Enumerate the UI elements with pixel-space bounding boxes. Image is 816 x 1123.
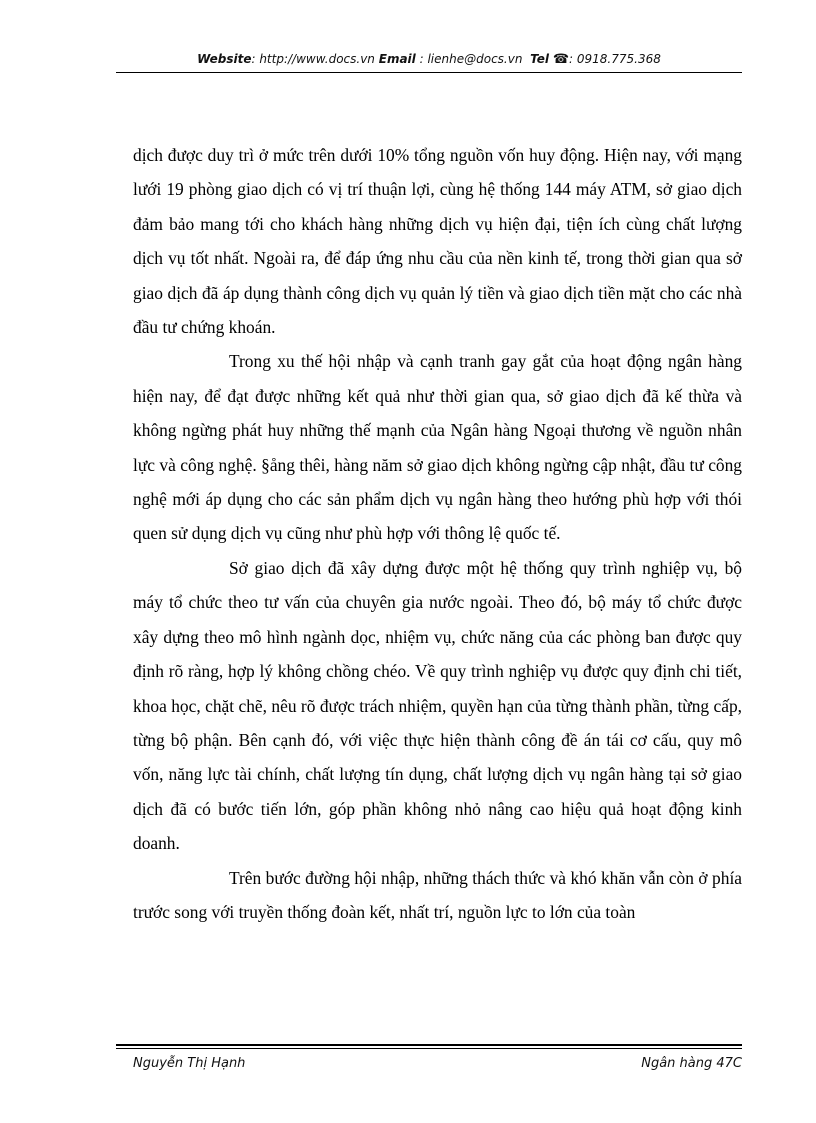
footer-divider-thick	[116, 1044, 742, 1046]
paragraph-4: Trên bước đường hội nhập, những thách thức và khó khăn vẫn còn ở phía trước song với truyền thống đoàn kết, nhất trí, nguồn lực to lớn của toàn	[133, 867, 742, 922]
tel-label: Tel	[530, 52, 549, 66]
page-footer	[133, 1052, 742, 1076]
email-address[interactable]: : lienhe@docs.vn	[419, 52, 523, 66]
document-body	[133, 138, 742, 929]
tel-number: : 0918.775.368	[569, 52, 661, 66]
paragraph-1: dịch được duy trì ở mức trên dưới 10% tổng nguồn vốn huy động. Hiện nay, với mạng lưới 19 phòng giao dịch có vị trí thuận lợi, cùng hệ thống 144 máy ATM, sở giao dịch đảm bảo mang tới cho khách hàng những dịch vụ hiện đại, tiện ích cùng chất lượng dịch vụ tốt nhất. Ngoài ra, để đáp ứng nhu cầu của nền kinh tế, trong thời gian qua sở giao dịch đã áp dụng thành công dịch vụ quản lý tiền và giao dịch tiền mặt cho các nhà đầu tư chứng khoán.	[133, 145, 742, 338]
email-label: Email	[378, 52, 416, 66]
header-divider	[116, 72, 742, 73]
website-label: Website	[197, 52, 252, 66]
phone-icon: ☎	[552, 52, 570, 67]
footer-author: Nguyễn Thị Hạnh	[133, 1056, 246, 1071]
paragraph-3: Sở giao dịch đã xây dựng được một hệ thống quy trình nghiệp vụ, bộ máy tổ chức theo tư vấn của chuyên gia nước ngoài. Theo đó, bộ máy tổ chức được xây dựng theo mô hình ngành dọc, nhiệm vụ, chức năng của các phòng ban được quy định rõ ràng, hợp lý không chồng chéo. Về quy trình nghiệp vụ được quy định chi tiết, khoa học, chặt chẽ, nêu rõ được trách nhiệm, quyền hạn của từng thành phần, từng cấp, từng bộ phận. Bên cạnh đó, với việc thực hiện thành công đề án tái cơ cấu, quy mô vốn, năng lực tài chính, chất lượng tín dụng, chất lượng dịch vụ ngân hàng tại sở giao dịch đã có bước tiến lớn, góp phần không nhỏ nâng cao hiệu quả hoạt động kinh doanh.	[133, 557, 742, 854]
footer-class: Ngân hàng 47C	[641, 1056, 742, 1071]
footer-divider-thin	[116, 1048, 742, 1049]
page-header	[116, 47, 742, 73]
website-url[interactable]: : http://www.docs.vn	[251, 52, 375, 66]
paragraph-2: Trong xu thế hội nhập và cạnh tranh gay gắt của hoạt động ngân hàng hiện nay, để đạt được những kết quả như thời gian qua, sở giao dịch đã kế thừa và không ngừng phát huy những thế mạnh của Ngân hàng Ngoại thương về nguồn nhân lực và công nghệ. §ång thêi, hàng năm sở giao dịch không ngừng cập nhật, đầu tư công nghệ mới áp dụng cho các sản phẩm dịch vụ ngân hàng theo hướng phù hợp với thói quen sử dụng dịch vụ cũng như phù hợp với thông lệ quốc tế.	[133, 351, 742, 544]
